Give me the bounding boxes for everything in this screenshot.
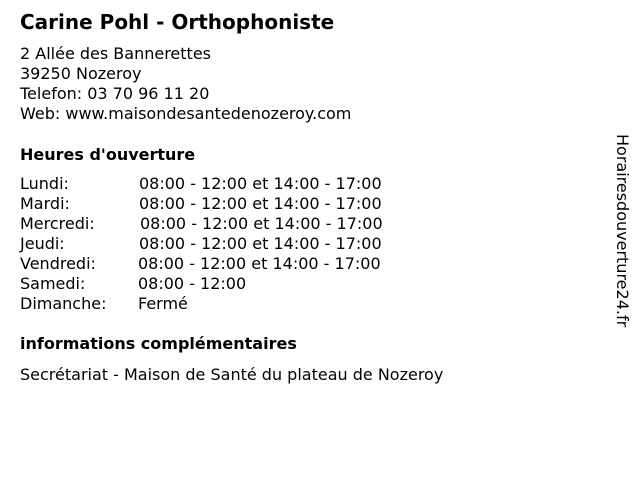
- day-hours: 08:00 - 12:00: [138, 274, 247, 293]
- info-text: Secrétariat - Maison de Santé du plateau de Nozeroy: [20, 365, 444, 384]
- day-label: Lundi:: [20, 174, 69, 193]
- day-label: Mardi:: [20, 194, 70, 213]
- day-hours: 08:00 - 12:00 et 14:00 - 17:00: [139, 194, 382, 213]
- day-hours: 08:00 - 12:00 et 14:00 - 17:00: [138, 254, 381, 273]
- contact-block: [20, 44, 351, 124]
- day-hours: 08:00 - 12:00 et 14:00 - 17:00: [139, 234, 382, 253]
- day-hours: 08:00 - 12:00 et 14:00 - 17:00: [140, 214, 383, 233]
- day-hours: Fermé: [138, 294, 188, 313]
- day-label: Dimanche:: [20, 294, 107, 313]
- day-label: Mercredi:: [20, 214, 95, 233]
- info-heading: informations complémentaires: [20, 334, 297, 353]
- day-label: Samedi:: [20, 274, 86, 293]
- phone-number: Telefon: 03 70 96 11 20: [20, 84, 210, 103]
- website: Web: www.maisondesantedenozeroy.com: [20, 104, 352, 123]
- city-postcode: 39250 Nozeroy: [20, 64, 142, 83]
- day-hours: 08:00 - 12:00 et 14:00 - 17:00: [139, 174, 382, 193]
- page-title: Carine Pohl - Orthophoniste: [20, 10, 335, 34]
- hours-heading: Heures d'ouverture: [20, 145, 196, 164]
- watermark-text: Horairesdouverture24.fr: [613, 134, 632, 328]
- day-label: Jeudi:: [20, 234, 65, 253]
- street-address: 2 Allée des Bannerettes: [20, 44, 211, 63]
- day-label: Vendredi:: [20, 254, 96, 273]
